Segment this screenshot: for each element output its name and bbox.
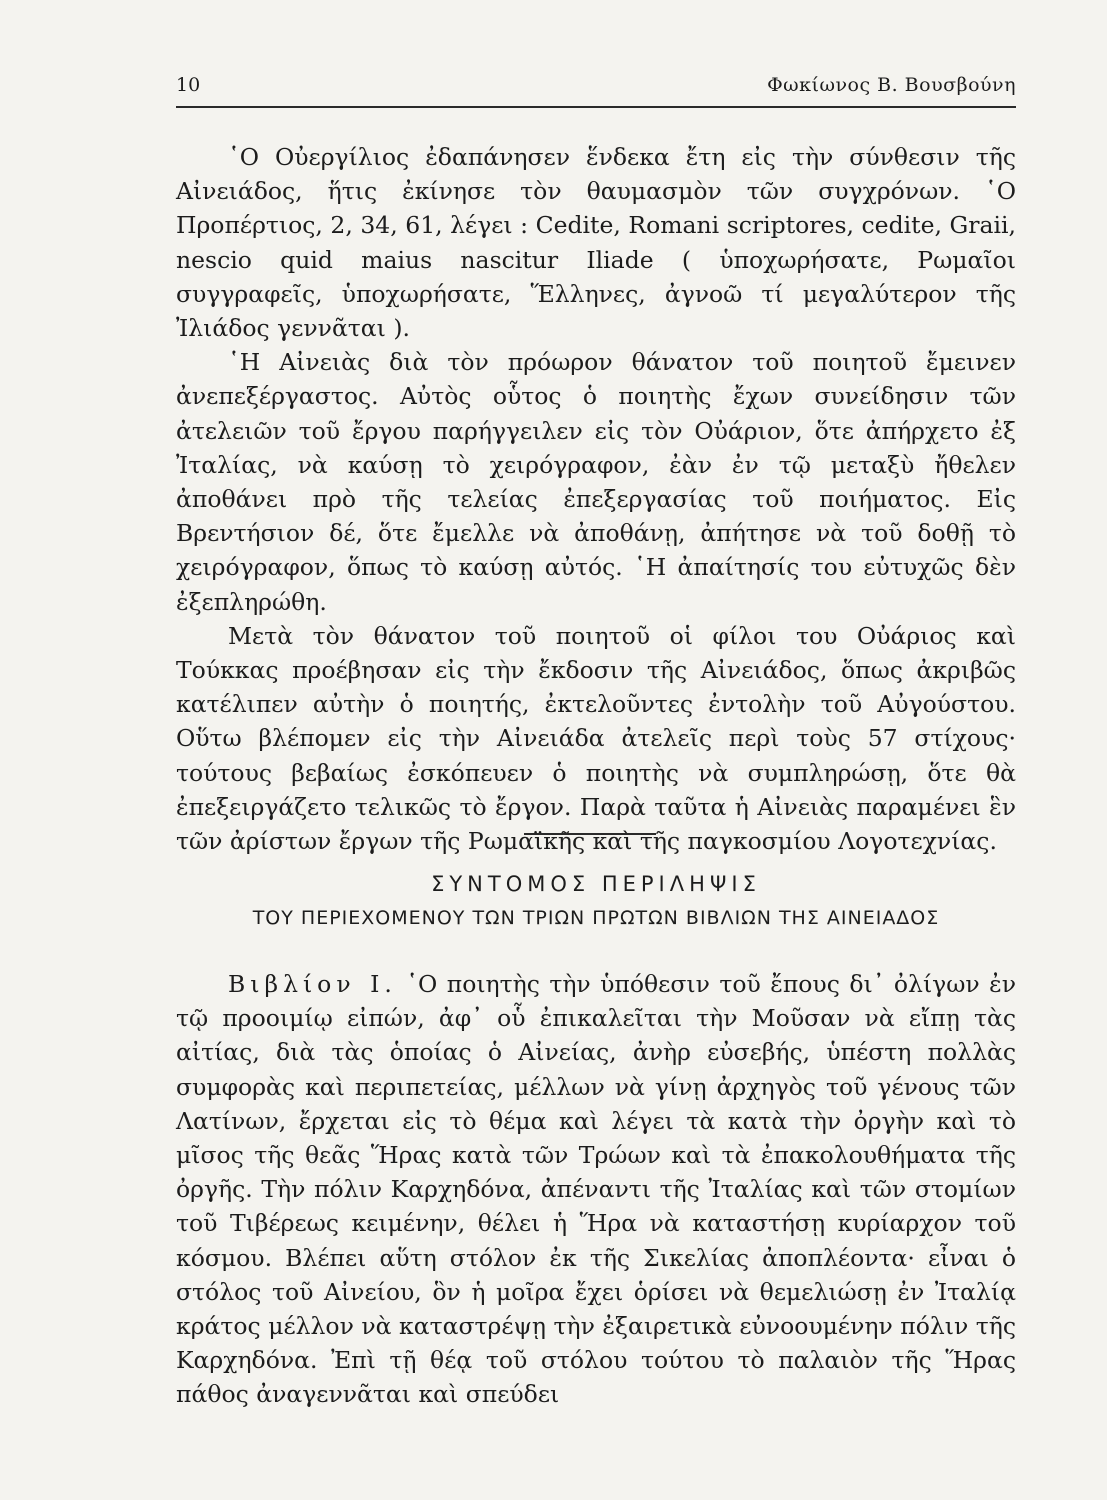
- summary-text: [176, 967, 1016, 1412]
- paragraph: [176, 967, 1016, 1412]
- book-label: Βιβλίον Ι.: [228, 970, 397, 998]
- paragraph: ῾Η Αἰνειὰς διὰ τὸν πρόωρον θάνατον τοῦ ποιητοῦ ἔμεινεν ἀνεπεξέργαστος. Αὐτὸς οὗτος ὁ ποιητὴς ἔχων συνείδησιν τῶν ἀτελειῶν τοῦ ἔργου παρήγγειλεν εἰς τὸν Οὐάριον, ὅτε ἀπήρχετο ἐξ Ἰταλίας, νὰ καύσῃ τὸ χειρόγραφον, ἐὰν ἐν τῷ μεταξὺ ἤθελεν ἀποθάνει πρὸ τῆς τελείας ἐπεξεργασίας τοῦ ποιήματος. Εἰς Βρεντήσιον δέ, ὅτε ἔμελλε νὰ ἀποθάνῃ, ἀπήτησε νὰ τοῦ δοθῇ τὸ χειρόγραφον, ὅπως τὸ καύσῃ αὐτός. ῾Η ἀπαίτησίς του εὐτυχῶς δὲν ἐξεπληρώθη.: [176, 348, 1016, 616]
- section-divider: [524, 833, 656, 835]
- introduction-text: [176, 140, 1016, 858]
- section-subtitle: ΤΟΥ ΠΕΡΙΕΧΟΜΕΝΟΥ ΤΩΝ ΤΡΙΩΝ ΠΡΩΤΩΝ ΒΙΒΛΙΩΝ ΤΗΣ ΑΙΝΕΙΑΔΟΣ: [252, 907, 940, 929]
- header-rule: [176, 106, 1016, 108]
- page-header: [176, 74, 1016, 102]
- book-text: ῾Ο ποιητὴς τὴν ὑπόθεσιν τοῦ ἔπους δι᾽ ὀλίγων ἐν τῷ προοιμίῳ εἰπών, ἀφ᾽ οὗ ἐπικαλεῖται τὴν Μοῦσαν νὰ εἴπῃ τὰς αἰτίας, διὰ τὰς ὁποίας ὁ Αἰνείας, ἀνὴρ εὐσεβής, ὑπέστη πολλὰς συμφορὰς καὶ περιπετείας, μέλλων νὰ γίνῃ ἀρχηγὸς τοῦ γένους τῶν Λατίνων, ἔρχεται εἰς τὸ θέμα καὶ λέγει τὰ κατὰ τὴν ὀργὴν καὶ τὸ μῖσος τῆς θεᾶς Ἥρας κατὰ τῶν Τρώων καὶ τὰ ἐπακολουθήματα τῆς ὀργῆς. Τὴν πόλιν Καρχηδόνα, ἀπέναντι τῆς Ἰταλίας καὶ τῶν στομίων τοῦ Τιβέρεως κειμένην, θέλει ἡ Ἥρα νὰ καταστήσῃ κυρίαρχον τοῦ κόσμου. Βλέπει αὕτη στόλον ἐκ τῆς Σικελίας ἀποπλέοντα· εἶναι ὁ στόλος τοῦ Αἰνείου, ὃν ἡ μοῖρα ἔχει ὁρίσει νὰ θεμελιώσῃ ἐν Ἰταλίᾳ κράτος μέλλον νὰ καταστρέψῃ τὴν ἐξαιρετικὰ εὐνοουμένην πόλιν τῆς Καρχηδόνα. Ἐπὶ τῇ θέᾳ τοῦ στόλου τούτου τὸ παλαιὸν τῆς Ἥρας πάθος ἀναγεννᾶται καὶ σπεύδει: [176, 970, 1017, 1409]
- running-head-author: Φωκίωνος Β. Βουσβούνη: [767, 74, 1016, 96]
- page-number: 10: [176, 74, 201, 96]
- paragraph: ῾Ο Οὐεργίλιος ἐδαπάνησεν ἕνδεκα ἔτη εἰς τὴν σύνθεσιν τῆς Αἰνειάδος, ἥτις ἐκίνησε τὸν θαυμασμὸν τῶν συγχρόνων. ῾Ο Προπέρτιος, 2, 34, 61, λέγει : Cedite, Romani scriptores, cedite, Graii, nescio quid maius nascitur Iliade ( ὑποχωρήσατε, Ρωμαῖοι συγγραφεῖς, ὑποχωρήσατε, Ἕλληνες, ἀγνοῶ τί μεγαλύτερον τῆς Ἰλιάδος γεννᾶται ).: [176, 143, 1016, 343]
- section-title: ΣΥΝΤΟΜΟΣ ΠΕΡΙΛΗΨΙΣ: [431, 872, 761, 896]
- paragraph: Μετὰ τὸν θάνατον τοῦ ποιητοῦ οἱ φίλοι του Οὐάριος καὶ Τούκκας προέβησαν εἰς τὴν ἔκδοσιν τῆς Αἰνειάδος, ὅπως ἀκριβῶς κατέλιπεν αὐτὴν ὁ ποιητής, ἐκτελοῦντες ἐντολὴν τοῦ Αὐγούστου. Οὕτω βλέπομεν εἰς τὴν Αἰνειάδα ἀτελεῖς περὶ τοὺς 57 στίχους· τούτους βεβαίως ἐσκόπευεν ὁ ποιητὴς νὰ συμπληρώσῃ, ὅτε θὰ ἐπεξειργάζετο τελικῶς τὸ ἔργον. Παρὰ ταῦτα ἡ Αἰνειὰς παραμένει ἓν τῶν ἀρίστων ἔργων τῆς Ρωμαϊκῆς καὶ τῆς παγκοσμίου Λογοτεχνίας.: [176, 621, 1016, 856]
